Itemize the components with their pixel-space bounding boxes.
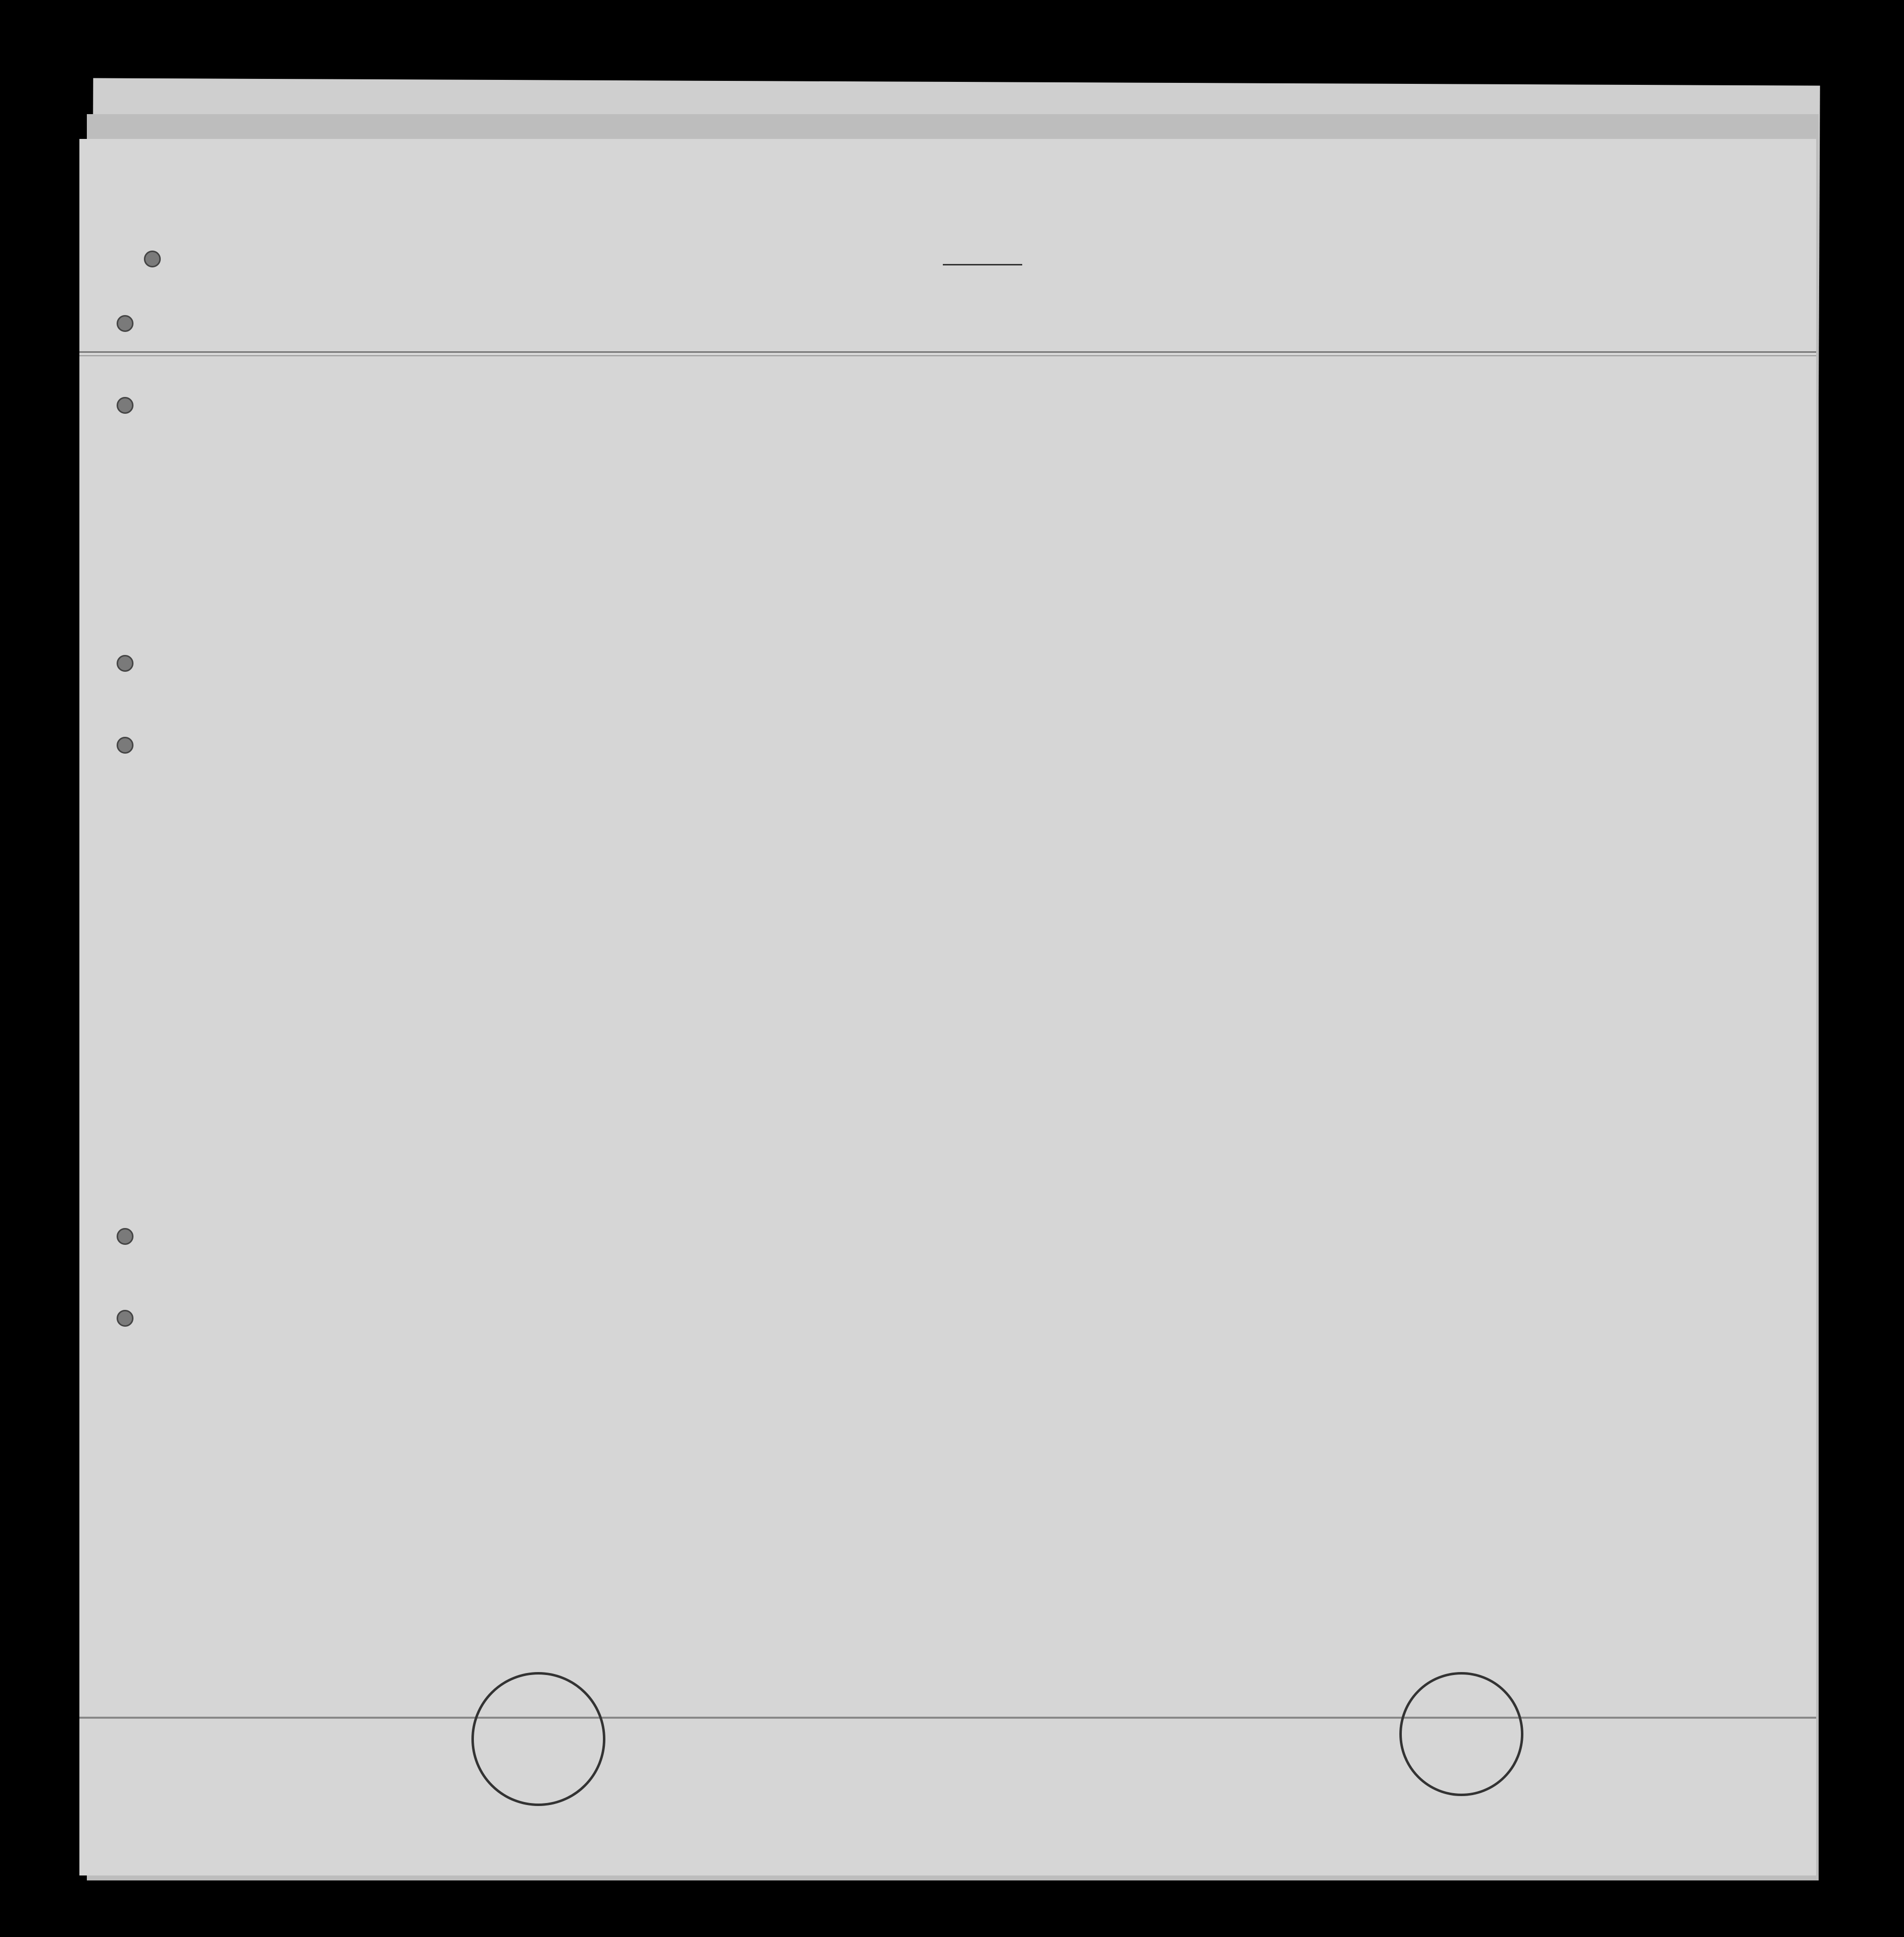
punch-hole (144, 251, 161, 267)
punch-hole (117, 655, 133, 672)
punch-hole (117, 397, 133, 414)
manifest-sheet (79, 139, 1816, 1875)
punch-hole (117, 1228, 133, 1245)
consulate-stamp-left (471, 1672, 605, 1806)
punch-hole (117, 315, 133, 332)
vessel-row-rule-2 (79, 355, 1816, 356)
punch-hole (117, 1310, 133, 1327)
footer-rule (79, 1717, 1816, 1719)
vessel-row-rule (79, 351, 1816, 353)
title-rule (943, 264, 1022, 265)
consulate-stamp-right (1399, 1672, 1523, 1796)
punch-hole (117, 737, 133, 754)
